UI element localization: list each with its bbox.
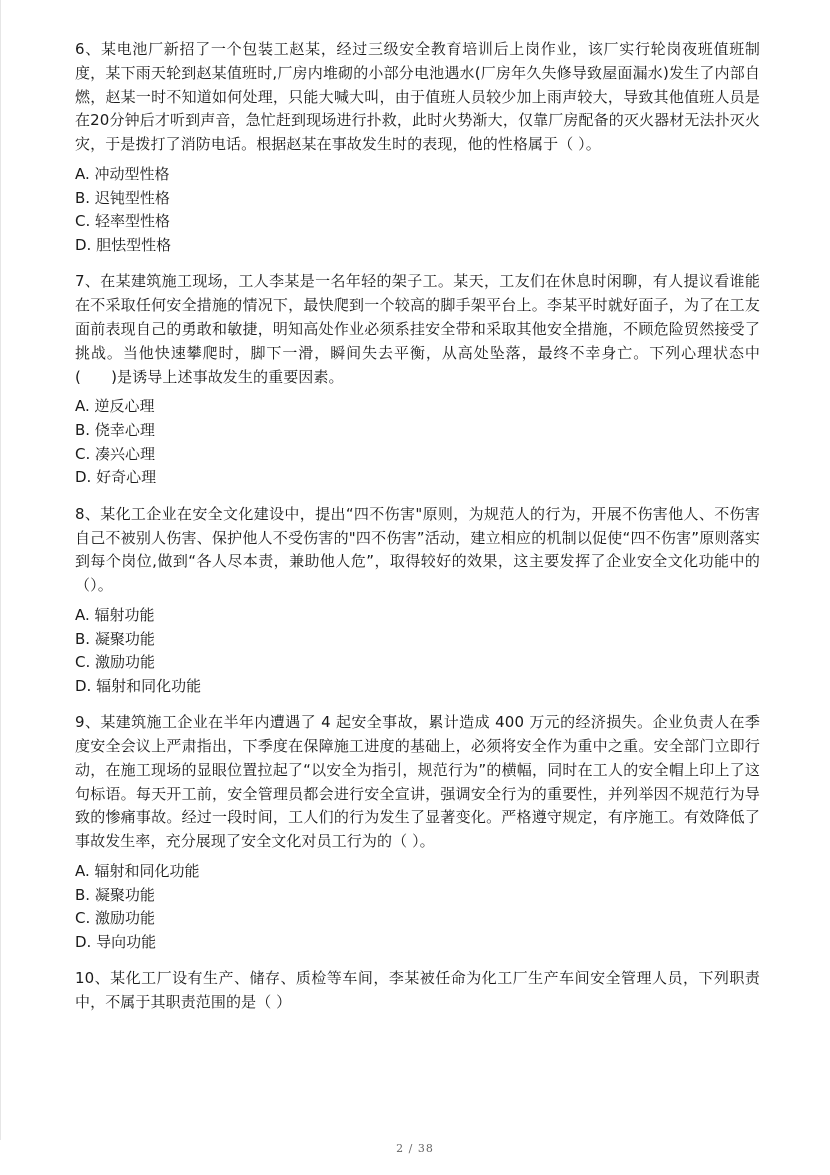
option-b: B. 凝聚功能 (75, 629, 155, 648)
option-b: B. 凝聚功能 (75, 885, 155, 904)
question-stem: 8、某化工企业在安全文化建设中，提出“四不伤害"原则，为规范人的行为，开展不伤害他人、不伤害自己不被别人伤害、保护他人不受伤害的"四不伤害”活动，建立相应的机制以促使“四不伤害”原则落实到每个岗位,做到“各人尽本责，兼助他人危”，取得较好的效果，这主要发挥了企业安全文化功能中的（）。 (75, 504, 760, 595)
question-stem: 10、某化工厂设有生产、储存、质检等车间，李某被任命为化工厂生产车间安全管理人员，下列职责中，不属于其职责范围的是（ ） (75, 969, 760, 1012)
question-7 (75, 270, 760, 489)
option-d: D. 胆怯型性格 (75, 235, 172, 254)
option-a: A. 冲动型性格 (75, 164, 170, 183)
option-d: D. 辐射和同化功能 (75, 676, 202, 695)
option-c: C. 激励功能 (75, 653, 156, 672)
option-c: C. 轻率型性格 (75, 212, 171, 231)
page-edge (0, 0, 1, 1140)
document-body (75, 38, 760, 1028)
question-stem: 6、某电池厂新招了一个包装工赵某，经过三级安全教育培训后上岗作业，该厂实行轮岗夜班值班制度，某下雨天轮到赵某值班时,厂房内堆砌的小部分电池遇水(厂房年久失修导致屋面漏水)发生了内部自燃，赵某一时不知道如何处理，只能大喊大叫，由于值班人员较少加上雨声较大，导致其他值班人员是在20分钟后才听到声音，急忙赶到现场进行扑救，此时火势渐大，仅靠厂房配备的灭火器材无法扑灭火灾，于是拨打了消防电话。根据赵某在事故发生时的表现，他的性格属于（ ）。 (75, 40, 760, 154)
option-c: C. 凑兴心理 (75, 444, 156, 463)
option-b: B. 迟钝型性格 (75, 188, 170, 207)
option-b: B. 侥幸心理 (75, 420, 155, 439)
option-a: A. 辐射和同化功能 (75, 862, 200, 881)
question-stem: 7、在某建筑施工现场，工人李某是一名年轻的架子工。某天，工友们在休息时闲聊，有人提议看谁能在不采取任何安全措施的情况下，最快爬到一个较高的脚手架平台上。李某平时就好面子，为了在工友面前表现自己的勇敢和敏捷，明知高处作业必须系挂安全带和采取其他安全措施，不顾危险贸然接受了挑战。当他快速攀爬时，脚下一滑，瞬间失去平衡，从高处坠落，最终不幸身亡。下列心理状态中( )是诱导上述事故发生的重要因素。 (75, 272, 760, 386)
page-number: 2 / 38 (396, 1142, 434, 1155)
option-c: C. 激励功能 (75, 909, 156, 928)
question-10 (75, 967, 760, 1015)
option-a: A. 辐射功能 (75, 605, 155, 624)
option-a: A. 逆反心理 (75, 397, 155, 416)
question-6 (75, 38, 760, 257)
option-d: D. 导向功能 (75, 932, 157, 951)
option-d: D. 好奇心理 (75, 468, 157, 487)
question-9 (75, 711, 760, 954)
question-8 (75, 503, 760, 699)
question-stem: 9、某建筑施工企业在半年内遭遇了 4 起安全事故，累计造成 400 万元的经济损失。企业负责人在季度安全会议上严肃指出，下季度在保障施工进度的基础上，必须将安全作为重中之重。安全部门立即行动，在施工现场的显眼位置拉起了“以安全为指引，规范行为”的横幅，同时在工人的安全帽上印上了这句标语。每天开工前，安全管理员都会进行安全宣讲，强调安全行为的重要性，并列举因不规范行为导致的惨痛事故。经过一段时间，工人们的行为发生了显著变化。严格遵守规定，有序施工。有效降低了事故发生率，充分展现了安全文化对员工行为的（ ）。 (75, 713, 760, 851)
